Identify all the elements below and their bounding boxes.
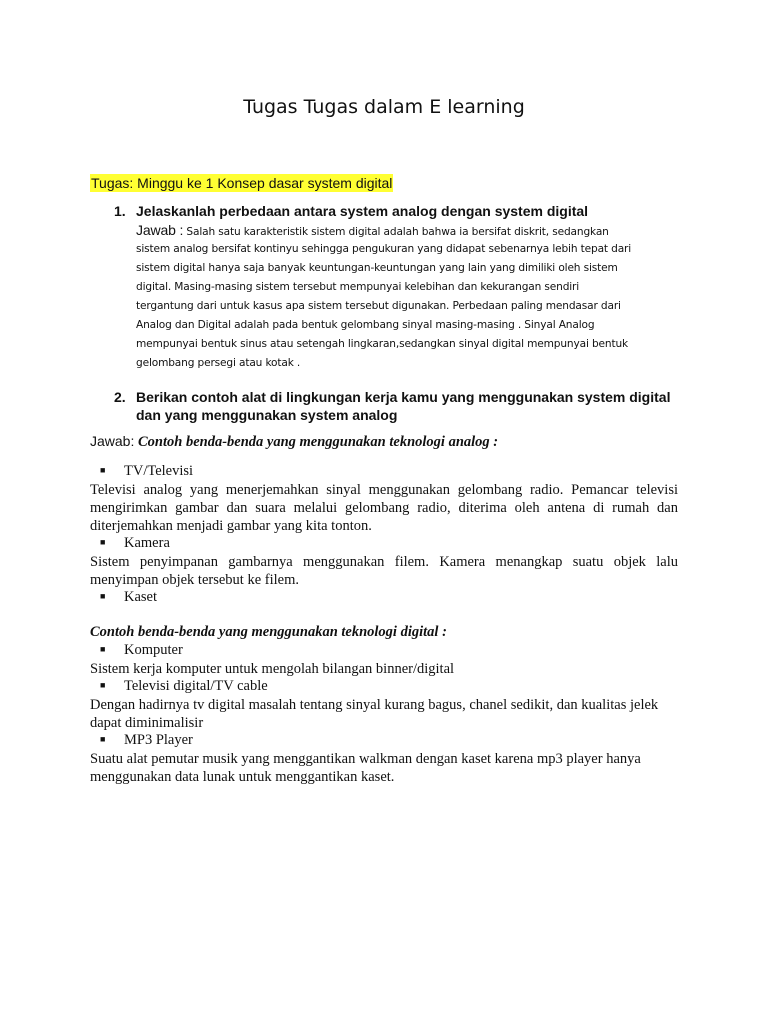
bullet-icon: ■ (100, 465, 106, 475)
question-number: 1. (114, 203, 126, 219)
item-description: Suatu alat pemutar musik yang menggantikan walkman dengan kaset karena mp3 player hanya menggunakan data lunak untuk menggantikan kaset. (90, 751, 641, 785)
list-item: ■ MP3 Player (100, 732, 193, 748)
question-1 (114, 202, 674, 220)
answer-line: Jawab : Salah satu karakteristik sistem digital adalah bahwa ia bersifat diskrit, sedangkan (136, 222, 609, 238)
item-description: Televisi analog yang menerjemahkan sinyal menggunakan gelombang radio. Pemancar televisi mengirimkan gambar dan suara melalui gelombang radio, diterima oleh antena di rumah dan diterjemahkan menjadi gambar yang kita tonton. (90, 482, 678, 534)
list-item: ■ Televisi digital/TV cable (100, 678, 268, 694)
answer-label: Jawab : (136, 222, 184, 238)
answer-line: Analog dan Digital adalah pada bentuk gelombang sinyal masing-masing . Sinyal Analog (136, 319, 595, 331)
answer-line: gelombang persegi atau kotak . (136, 357, 301, 369)
bullet-icon: ■ (100, 680, 106, 690)
task-label-highlight: Tugas: Minggu ke 1 Konsep dasar system digital (91, 175, 393, 191)
item-description: Dengan hadirnya tv digital masalah tentang sinyal kurang bagus, chanel sedikit, dan kualitas jelek dapat diminimalisir (90, 697, 659, 731)
answer-line: sistem analog bersifat kontinyu sehingga pengukuran yang didapat sebenarnya lebih tepat dari (136, 243, 632, 255)
document-title: Tugas Tugas dalam E learning (243, 96, 525, 118)
question-number: 2. (114, 389, 126, 405)
bullet-icon: ■ (100, 591, 106, 601)
digital-heading-row (90, 624, 447, 641)
digital-heading: Contoh benda-benda yang menggunakan teknologi digital : (90, 624, 447, 640)
question-2 (114, 388, 674, 424)
answer-label: Jawab: (90, 433, 135, 449)
list-item: ■ Kamera (100, 535, 170, 551)
question-text: Berikan contoh alat di lingkungan kerja kamu yang menggunakan system digital dan yang menggunakan system analog (136, 389, 671, 423)
task-label (90, 175, 393, 191)
list-item: ■ TV/Televisi (100, 463, 194, 479)
bullet-icon: ■ (100, 734, 106, 744)
answer-line: tergantung dari untuk kasus apa sistem tersebut digunakan. Perbedaan paling mendasar dari (136, 300, 621, 312)
item-description: Sistem penyimpanan gambarnya menggunakan filem. Kamera menangkap suatu objek lalu menyimpan objek tersebut ke filem. (90, 554, 678, 588)
bullet-icon: ■ (100, 644, 106, 654)
answer-line: sistem digital hanya saja banyak keuntungan-keuntungan yang lain yang dimiliki oleh sistem (136, 262, 618, 274)
answer-1 (136, 221, 676, 373)
item-description: Sistem kerja komputer untuk mengolah bilangan binner/digital (90, 661, 455, 677)
analog-heading: Contoh benda-benda yang menggunakan teknologi analog : (137, 434, 499, 450)
bullet-icon: ■ (100, 537, 106, 547)
question-text: Jelaskanlah perbedaan antara system analog dengan system digital (136, 203, 589, 219)
list-item: ■ Kaset (100, 589, 158, 605)
answer-line: mempunyai bentuk sinus atau setengah lingkaran,sedangkan sinyal digital mempunyai bentuk (136, 338, 629, 350)
answer-2-heading (90, 433, 690, 451)
list-item: ■ Komputer (100, 642, 183, 658)
answer-line: digital. Masing-masing sistem tersebut mempunyai kelebihan dan kekurangan sendiri (136, 281, 580, 293)
